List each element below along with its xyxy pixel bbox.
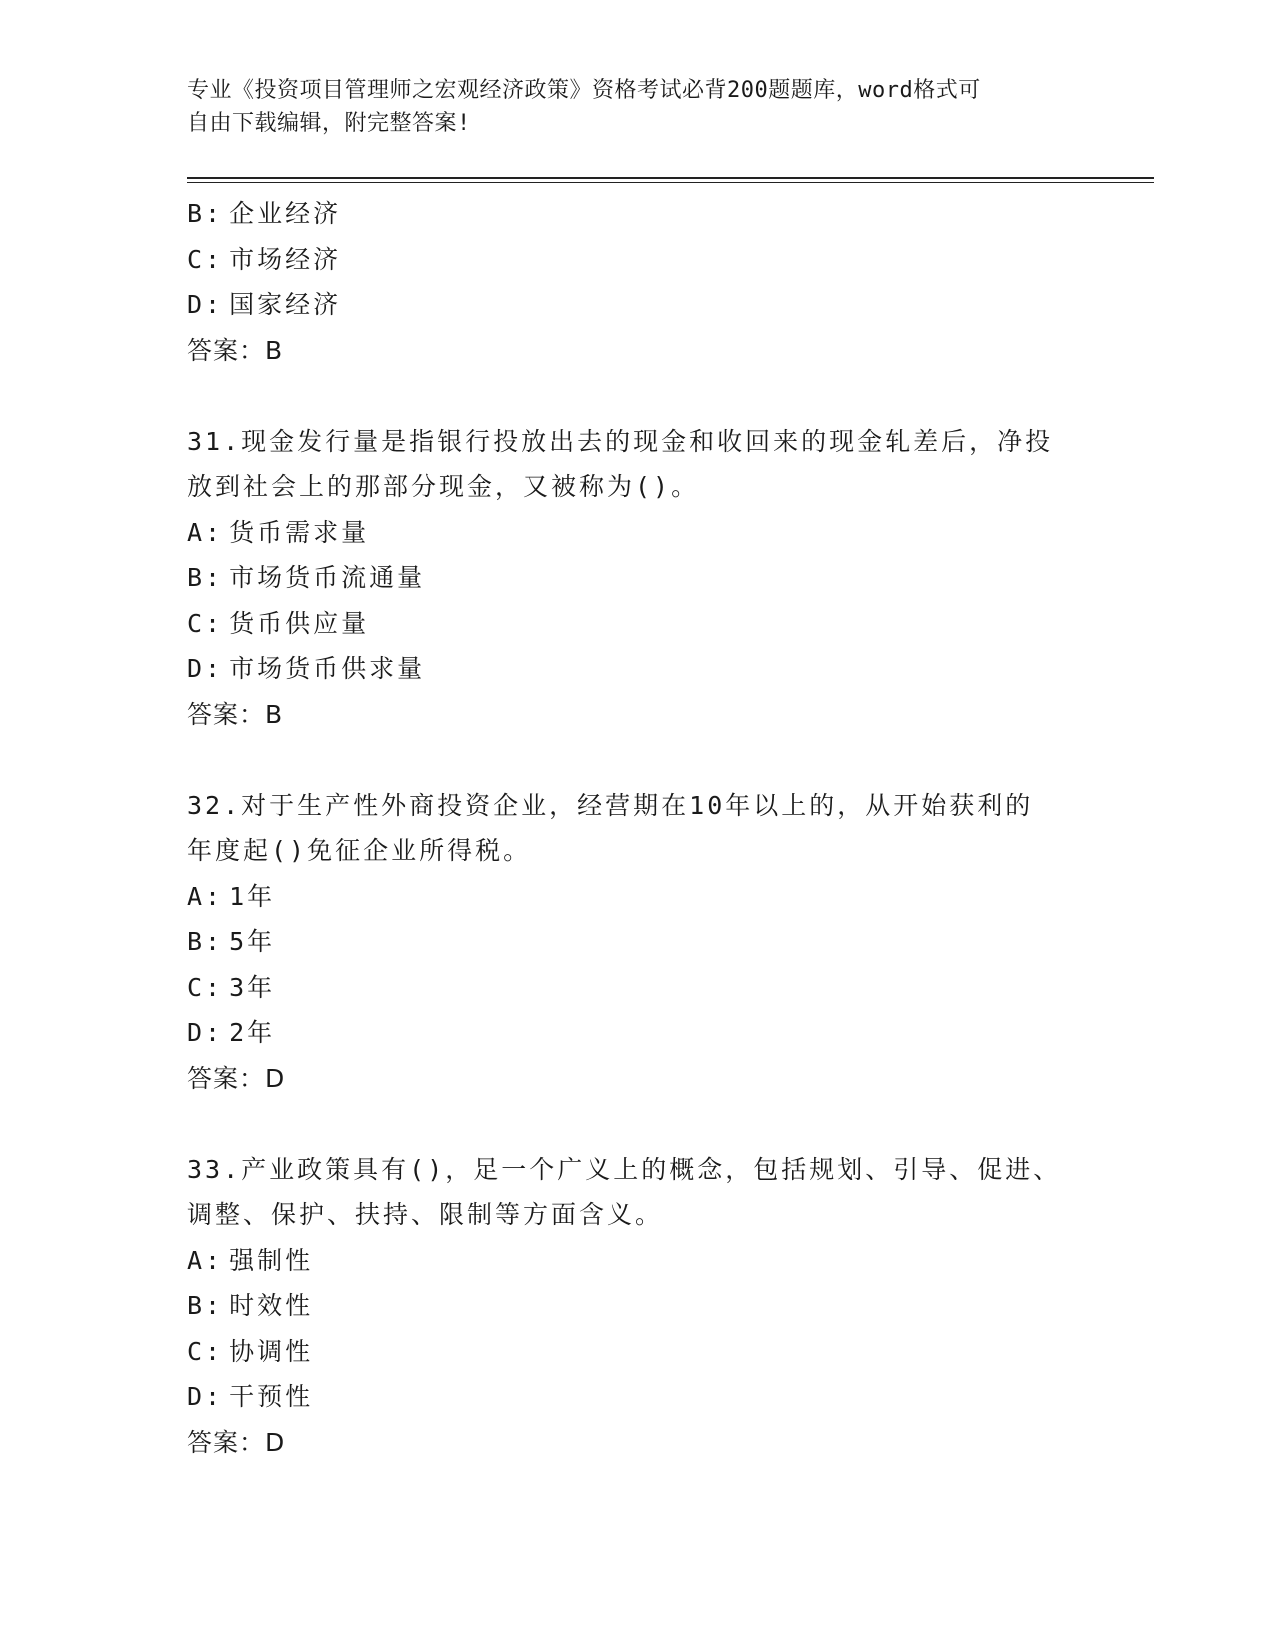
question-content: [187, 191, 1087, 1465]
question-stem-line: 放到社会上的那部分现金，又被称为()。: [187, 472, 700, 501]
answer-line: 答案：D: [187, 1063, 286, 1093]
question-stem-line: 33.产业政策具有()，足一个广义上的概念，包括规划、引导、促进、: [187, 1154, 1062, 1184]
header-line-1: 专业《投资项目管理师之宏观经济政策》资格考试必背200题题库，word格式可: [187, 78, 981, 103]
option-a: [187, 510, 1087, 556]
option-a: [187, 874, 1087, 920]
option-key: D:: [187, 1382, 224, 1411]
option-key: D:: [187, 290, 224, 319]
option-d: [187, 1374, 1087, 1420]
option-key: A:: [187, 1245, 224, 1275]
prev-question-block: [187, 191, 1087, 373]
option-key: C:: [187, 1336, 224, 1366]
option-key: C:: [187, 244, 224, 274]
option-key: B:: [187, 927, 224, 956]
option-b: [187, 555, 1087, 601]
option-key: B:: [187, 563, 224, 592]
option-text: 协调性: [229, 1336, 314, 1366]
spacer: [187, 373, 1087, 419]
option-text: 货币需求量: [229, 517, 370, 547]
option-key: C:: [187, 972, 224, 1002]
header-line-2: 自由下载编辑，附完整答案!: [187, 111, 471, 136]
spacer: [187, 737, 1087, 783]
option-d: [187, 1010, 1087, 1056]
option-c: [187, 1329, 1087, 1375]
option-key: D:: [187, 1018, 224, 1047]
document-header: [187, 74, 1067, 140]
option-text: 国家经济: [229, 290, 342, 319]
question-32: [187, 783, 1087, 1102]
answer-line: 答案：B: [187, 335, 284, 365]
option-key: D:: [187, 654, 224, 683]
option-d: [187, 646, 1087, 692]
option-text: 市场经济: [229, 244, 342, 274]
option-text: 货币供应量: [229, 608, 370, 638]
question-stem-line: 32.对于生产性外商投资企业，经营期在10年以上的，从开始获利的: [187, 790, 1034, 820]
question-stem-line: 年度起()免征企业所得税。: [187, 836, 532, 865]
header-divider-thick: [187, 177, 1154, 179]
option-text: 市场货币供求量: [229, 654, 426, 683]
option-b: [187, 191, 1087, 237]
question-31: [187, 419, 1087, 738]
option-text: 时效性: [229, 1291, 314, 1320]
option-c: [187, 237, 1087, 283]
spacer: [187, 1101, 1087, 1147]
option-text: 2年: [229, 1018, 276, 1047]
option-text: 1年: [229, 881, 276, 911]
option-text: 5年: [229, 927, 276, 956]
option-c: [187, 965, 1087, 1011]
answer-line: 答案：D: [187, 1427, 286, 1457]
question-stem-line: 31.现金发行量是指银行投放出去的现金和收回来的现金轧差后，净投: [187, 426, 1054, 456]
option-text: 企业经济: [229, 199, 342, 228]
option-d: [187, 282, 1087, 328]
option-key: B:: [187, 1291, 224, 1320]
answer-line: 答案：B: [187, 699, 284, 729]
option-key: B:: [187, 199, 224, 228]
question-33: [187, 1147, 1087, 1466]
option-key: A:: [187, 517, 224, 547]
option-key: A:: [187, 881, 224, 911]
header-divider-thin: [187, 182, 1154, 183]
option-b: [187, 1283, 1087, 1329]
option-text: 市场货币流通量: [229, 563, 426, 592]
option-c: [187, 601, 1087, 647]
option-text: 干预性: [229, 1382, 314, 1411]
question-stem-line: 调整、保护、扶持、限制等方面含义。: [187, 1200, 664, 1229]
option-text: 强制性: [229, 1245, 314, 1275]
option-a: [187, 1238, 1087, 1284]
option-b: [187, 919, 1087, 965]
option-key: C:: [187, 608, 224, 638]
option-text: 3年: [229, 972, 276, 1002]
